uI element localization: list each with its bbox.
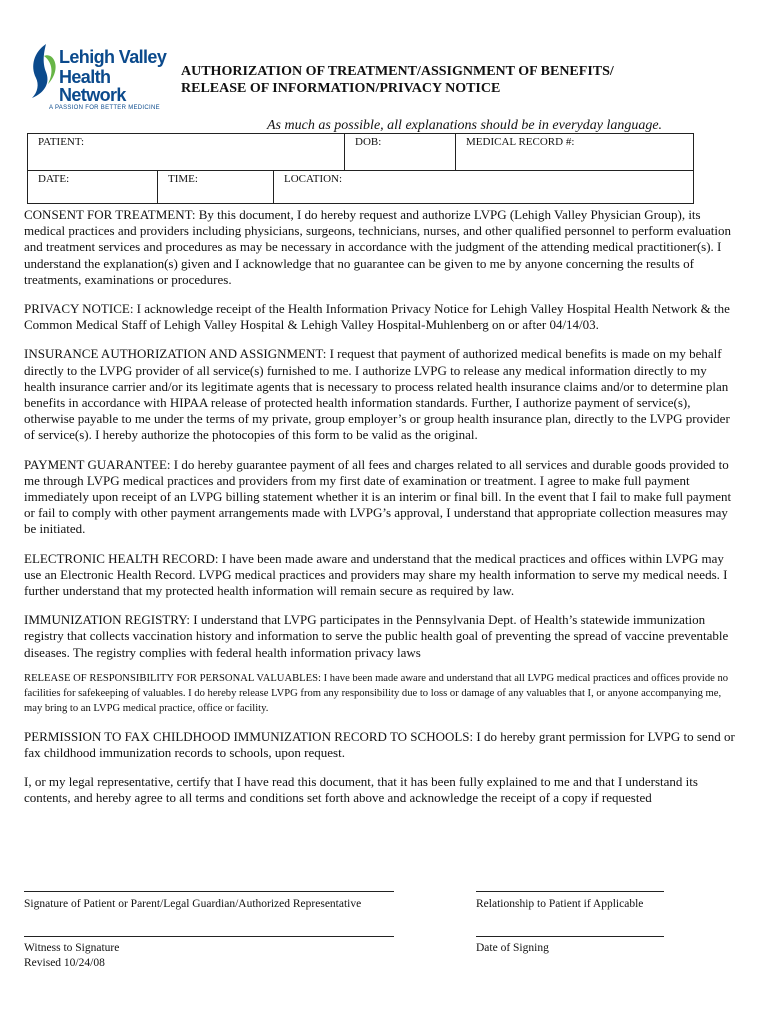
patient-field[interactable] [27,133,345,171]
certify-section: I, or my legal representative, certify that I have read this document, that it has been fully explained to me and that I understand its contents, and hereby agree to all terms and conditions set forth above and acknowledge the receipt of a copy if requested [24,774,698,806]
patient-signature-label: Signature of Patient or Parent/Legal Guardian/Authorized Representative [24,898,362,910]
date-label: DATE: [38,173,70,185]
document-title [181,63,614,97]
date-of-signing-line[interactable] [476,936,664,937]
medical-record-field[interactable] [455,133,694,171]
logo-text-line1: Lehigh Valley [59,47,167,67]
logo-tagline: A PASSION FOR BETTER MEDICINE [49,105,160,111]
relationship-label: Relationship to Patient if Applicable [476,898,644,910]
title-line-1: AUTHORIZATION OF TREATMENT/ASSIGNMENT OF BENEFITS/ [181,64,614,79]
time-label: TIME: [168,173,198,185]
dob-field[interactable] [344,133,456,171]
fax-section: PERMISSION TO FAX CHILDHOOD IMMUNIZATION RECORD TO SCHOOLS: I do hereby grant permission for LVPG to send or fax childhood immunization records to schools, upon request. [24,728,735,761]
insurance-section: INSURANCE AUTHORIZATION AND ASSIGNMENT: I request that payment of authorized medical benefits is made on my behalf directly to the LVPG provider of all service(s) furnished to me. I authorize LVPG to release any medical information directly to my health insurance carrier and/or its legitimate agents that is necessary to process related health insurance claims and/or to determine plan benefits in accordance with HIPAA release of protected health information standards. Further, I authorize payment of service(s), otherwise payable to me under the terms of my private, group employer’s or group health insurance plan, directly to the LVPG provider of service(s). I hereby authorize the photocopies of this form to be valid as the original. [24,346,730,443]
ehr-section: ELECTRONIC HEALTH RECORD: I have been made aware and understand that the medical practices and offices within LVPG may use an Electronic Health Record. LVPG medical practices and providers may share my health information to serve my medical needs. I further understand that my protected health information will remain secure as required by law. [24,550,728,599]
time-field[interactable] [157,170,274,204]
relationship-line[interactable] [476,891,664,892]
dob-label: DOB: [355,136,382,148]
consent-section: CONSENT FOR TREATMENT: By this document, I do hereby request and authorize LVPG (Lehigh Valley Physician Group), its medical practices and providers including physicians, surgeons, technicians, nurses, and other qualified personnel to perform evaluation and treatment services and procedures as may be necessary in accordance with the judgment of the attending medical practitioner(s). I understand the explanation(s) given and I acknowledge that no guarantee can be given to me by anyone concerning the results of treatments, examinations or procedures. [24,207,731,287]
witness-label: Witness to Signature [24,942,120,954]
document-body [24,207,740,807]
location-field[interactable] [273,170,694,204]
immunization-section: IMMUNIZATION REGISTRY: I understand that LVPG participates in the Pennsylvania Dept. of Health’s statewide immunization registry that collects vaccination history and information to serve the public health goal of preventing the spread of vaccine preventable diseases. The registry complies with federal health information privacy laws [24,612,729,660]
valuables-section: RELEASE OF RESPONSIBILITY FOR PERSONAL VALUABLES: I have been made aware and understand that all LVPG medical practices and offices provide no facilities for safekeeping of valuables. I do hereby release LVPG from any responsibility due to loss or damage of any valuables that I, or anyone accompanying me, may bring to an LVPG medical practice, office or facility. [24,672,729,714]
patient-info-grid [27,133,694,204]
logo-text-line2: Health Network [59,67,126,105]
date-of-signing-label: Date of Signing [476,942,549,954]
date-field[interactable] [27,170,158,204]
privacy-section: PRIVACY NOTICE: I acknowledge receipt of the Health Information Privacy Notice for Lehigh Valley Hospital Health Network & the Common Medical Staff of Lehigh Valley Hospital & Lehigh Valley Hospital-Muhlenberg on or after 04/14/03. [24,301,730,333]
logo-mark-icon [28,42,62,100]
payment-section: PAYMENT GUARANTEE: I do hereby guarantee payment of all fees and charges related to all services and durable goods provided to me through LVPG medical practices and providers from my first date of examination or treatment. I agree to make full payment immediately upon receipt of an LVPG billing statement whether it is an interim or final bill. In the event that I fail to make full payment or fail to comply with other payment arrangements made with LVPG’s approval, I understand that appropriate collection measures may be initiated. [24,456,732,537]
witness-signature-line[interactable] [24,936,394,937]
organization-logo [28,42,168,122]
revised-date: Revised 10/24/08 [24,957,105,969]
document-subtitle: As much as possible, all explanations should be in everyday language. [267,118,663,133]
patient-label: PATIENT: [38,136,85,148]
title-line-2: RELEASE OF INFORMATION/PRIVACY NOTICE [181,81,501,96]
location-label: LOCATION: [284,173,343,185]
patient-signature-line[interactable] [24,891,394,892]
medical-record-label: MEDICAL RECORD #: [466,136,575,148]
